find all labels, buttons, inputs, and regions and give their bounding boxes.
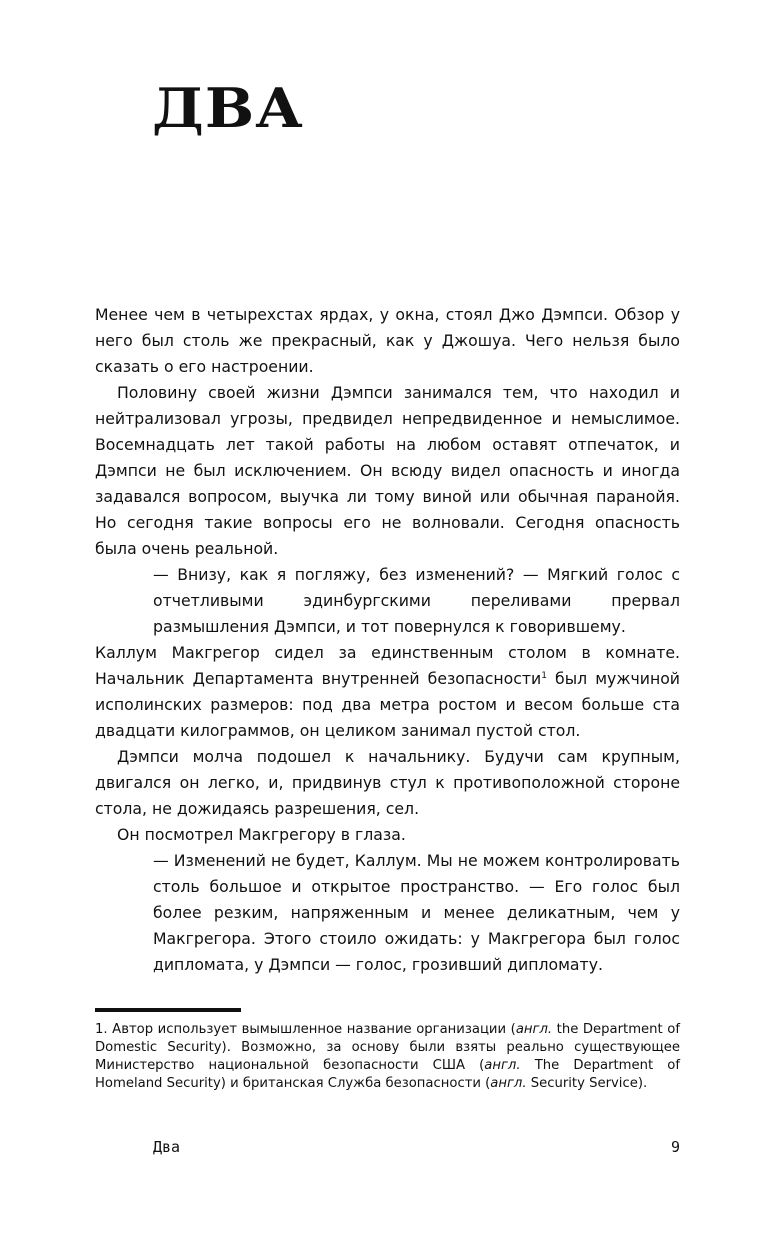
footnote-text-1: 1. Автор использует вымышленное название организации (: [95, 1022, 516, 1037]
paragraph-2: Половину своей жизни Дэмпси занимался тем, что находил и нейтрализовал угрозы, предвидел непредвиденное и немыслимое. Восемнадцать лет такой работы на любом оставят отпечаток, и Дэмпси не был исключением. Он всюду видел опасность и иногда задавался вопросом, выучка ли тому виной или обычная паранойя. Но сегодня такие вопросы его не волновали. Сегодня опасность была очень реальной.: [95, 383, 680, 558]
paragraph-3-text-b: был мужчиной исполинских размеров: под два метра ростом и весом больше ста двадцати килограммов, он целиком занимал пустой стол.: [95, 669, 680, 740]
page-number: 9: [670, 1138, 680, 1156]
dialogue-1: — Внизу, как я погляжу, без изменений? — Мягкий голос с отчетливыми эдинбургскими переливами прервал размышления Дэмпси, и тот повернулся к говорившему.: [153, 565, 680, 636]
running-title: Два: [153, 1138, 181, 1156]
footnote-divider: [95, 1008, 241, 1012]
paragraph-1: Менее чем в четырехстах ярдах, у окна, стоял Джо Дэмпси. Обзор у него был столь же прекрасный, как у Джошуа. Чего нельзя было сказать о его настроении.: [95, 305, 680, 376]
footnote-text-4: Security Service).: [526, 1076, 648, 1091]
footnote-abbr-1: англ.: [515, 1022, 553, 1037]
footnote: [95, 1021, 680, 1093]
body-text: [95, 302, 680, 978]
paragraph-3-text-a: Каллум Макгрегор сидел за единственным столом в комнате. Начальник Департамента внутренней безопасности: [95, 643, 680, 688]
footnote-text-2: the Department of Domestic Security). Возможно, за основу были взяты реально существующее Министерство национальной безопасности США (: [95, 1022, 680, 1073]
dialogue-2: — Изменений не будет, Каллум. Мы не можем контролировать столь большое и открытое пространство. — Его голос был более резким, напряженным и менее деликатным, чем у Макгрегора. Этого стоило ожидать: у Макгрегора был голос дипломата, у Дэмпси — голос, грозивший дипломату.: [153, 851, 680, 974]
footnote-abbr-2: англ.: [484, 1058, 521, 1073]
footnote-abbr-3: англ.: [490, 1076, 527, 1091]
paragraph-4: Дэмпси молча подошел к начальнику. Будучи сам крупным, двигался он легко, и, придвинув стул к противоположной стороне стола, не дожидаясь разрешения, сел.: [95, 747, 680, 818]
paragraph-5: Он посмотрел Макгрегору в глаза.: [117, 825, 406, 844]
chapter-title: ДВА: [152, 76, 304, 140]
footnote-reference: 1: [541, 670, 547, 681]
footnote-text-3: The Department of Homeland Security) и британская Служба безопасности (: [95, 1058, 680, 1091]
paragraph-3: [95, 640, 680, 744]
